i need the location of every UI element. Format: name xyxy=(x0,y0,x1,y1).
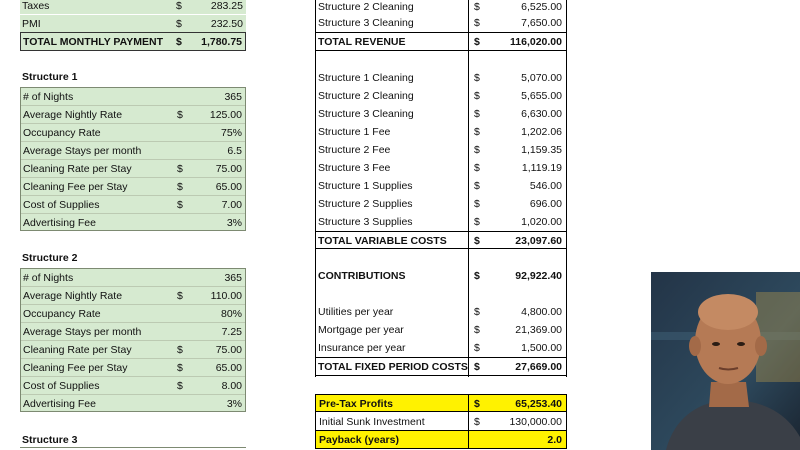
row-value: 75% xyxy=(220,127,242,139)
financial-row[interactable] xyxy=(316,195,566,213)
profits-mid-border xyxy=(468,394,469,449)
row-label: Structure 2 Supplies xyxy=(318,198,413,210)
structure-input-row[interactable] xyxy=(21,160,245,178)
currency-symbol: $ xyxy=(474,235,480,247)
row-label: # of Nights xyxy=(23,91,74,103)
financial-row[interactable] xyxy=(316,123,566,141)
initial-sunk-investment-row[interactable] xyxy=(315,412,567,430)
structure-input-row[interactable] xyxy=(21,341,245,359)
structure-input-row[interactable] xyxy=(21,106,245,124)
currency-symbol: $ xyxy=(177,344,183,356)
pretax-profits-row[interactable] xyxy=(315,394,567,412)
currency-symbol: $ xyxy=(474,416,480,428)
row-label: Structure 2 Fee xyxy=(318,144,391,156)
row-label: Structure 3 Fee xyxy=(318,162,391,174)
financial-row[interactable] xyxy=(316,0,566,14)
financial-row[interactable] xyxy=(316,213,566,231)
row-label: # of Nights xyxy=(23,272,74,284)
row-value: 1,020.00 xyxy=(521,216,562,228)
row-label: TOTAL MONTHLY PAYMENT xyxy=(23,36,164,48)
row-label: Structure 1 Fee xyxy=(318,126,391,138)
row-label: Structure 1 Cleaning xyxy=(318,72,414,84)
structure-2-title: Structure 2 xyxy=(22,252,78,264)
structure-input-row[interactable] xyxy=(21,142,245,160)
currency-symbol: $ xyxy=(177,163,183,175)
currency-symbol: $ xyxy=(474,398,480,410)
row-label: Advertising Fee xyxy=(23,398,96,410)
row-label: Structure 1 Supplies xyxy=(318,180,413,192)
currency-symbol: $ xyxy=(177,290,183,302)
financial-row[interactable] xyxy=(316,69,566,87)
row-value: 130,000.00 xyxy=(509,416,562,428)
financial-row[interactable] xyxy=(316,231,566,249)
payback-years-row[interactable] xyxy=(315,430,567,449)
structure-input-row[interactable] xyxy=(21,88,245,106)
currency-symbol: $ xyxy=(474,216,480,228)
structure-input-row[interactable] xyxy=(21,178,245,196)
row-value: 7.00 xyxy=(221,199,242,211)
currency-symbol: $ xyxy=(177,199,183,211)
currency-symbol: $ xyxy=(177,181,183,193)
structure-input-row[interactable] xyxy=(21,124,245,142)
row-label: Structure 2 Cleaning xyxy=(318,1,414,13)
row-value: 65.00 xyxy=(215,362,242,374)
currency-symbol: $ xyxy=(474,108,480,120)
row-value: 65.00 xyxy=(215,181,242,193)
structure-3-table-top xyxy=(20,447,246,448)
row-value: 75.00 xyxy=(215,344,242,356)
row-label: Average Stays per month xyxy=(23,145,142,157)
currency-symbol: $ xyxy=(474,306,480,318)
row-value: 21,369.00 xyxy=(515,324,562,336)
pmi-row[interactable] xyxy=(20,15,246,32)
currency-symbol: $ xyxy=(177,380,183,392)
row-value: 3% xyxy=(226,398,242,410)
row-value: 283.25 xyxy=(210,0,243,12)
currency-symbol: $ xyxy=(474,361,480,373)
row-value: 6,525.00 xyxy=(521,1,562,13)
financial-row[interactable] xyxy=(316,32,566,51)
currency-symbol: $ xyxy=(176,0,182,12)
row-value: 232.50 xyxy=(210,18,243,30)
structure-1-title: Structure 1 xyxy=(22,71,78,83)
row-label: Advertising Fee xyxy=(23,217,96,229)
row-label: PMI xyxy=(22,18,41,30)
row-label: Insurance per year xyxy=(318,342,406,354)
row-label: Structure 3 Supplies xyxy=(318,216,413,228)
row-value: 365 xyxy=(224,272,242,284)
structure-1-table xyxy=(20,87,246,231)
currency-symbol: $ xyxy=(474,180,480,192)
structure-input-row[interactable] xyxy=(21,287,245,305)
structure-input-row[interactable] xyxy=(21,269,245,287)
structure-input-row[interactable] xyxy=(21,377,245,395)
row-label: Mortgage per year xyxy=(318,324,404,336)
row-value: 5,070.00 xyxy=(521,72,562,84)
row-label: Cleaning Rate per Stay xyxy=(23,163,132,175)
financial-row[interactable] xyxy=(316,177,566,195)
row-label: Cleaning Fee per Stay xyxy=(23,181,128,193)
structure-input-row[interactable] xyxy=(21,323,245,341)
currency-symbol: $ xyxy=(474,270,480,282)
right-table xyxy=(316,0,566,377)
financial-row[interactable] xyxy=(316,339,566,357)
row-label: Initial Sunk Investment xyxy=(319,416,425,428)
currency-symbol: $ xyxy=(474,72,480,84)
row-label: Taxes xyxy=(22,0,50,12)
row-label: Cost of Supplies xyxy=(23,199,100,211)
structure-2-table xyxy=(20,268,246,412)
row-value: 6.5 xyxy=(227,145,242,157)
financial-row[interactable] xyxy=(316,87,566,105)
row-label: CONTRIBUTIONS xyxy=(318,270,406,282)
financial-row[interactable] xyxy=(316,267,566,285)
currency-symbol: $ xyxy=(474,17,480,29)
row-value: 1,119.19 xyxy=(521,162,562,174)
structure-input-row[interactable] xyxy=(21,305,245,323)
structure-3-title: Structure 3 xyxy=(22,434,78,446)
row-label: TOTAL REVENUE xyxy=(318,36,406,48)
row-value: 2.0 xyxy=(547,434,562,446)
row-label: Structure 2 Cleaning xyxy=(318,90,414,102)
right-table-right-border xyxy=(566,0,567,377)
row-label: TOTAL FIXED PERIOD COSTS xyxy=(318,361,468,373)
row-value: 1,780.75 xyxy=(201,36,242,48)
currency-symbol: $ xyxy=(474,342,480,354)
currency-symbol: $ xyxy=(474,144,480,156)
row-value: 125.00 xyxy=(209,109,242,121)
currency-symbol: $ xyxy=(176,18,182,30)
row-label: Cleaning Rate per Stay xyxy=(23,344,132,356)
row-value: 27,669.00 xyxy=(515,361,562,373)
row-label: Payback (years) xyxy=(319,434,399,446)
currency-symbol: $ xyxy=(474,90,480,102)
row-value: 116,020.00 xyxy=(510,36,562,48)
taxes-row[interactable] xyxy=(20,0,246,14)
structure-input-row[interactable] xyxy=(21,395,245,413)
row-value: 23,097.60 xyxy=(515,235,562,247)
row-value: 92,922.40 xyxy=(515,270,562,282)
row-label: Average Stays per month xyxy=(23,326,142,338)
row-value: 110.00 xyxy=(210,290,242,302)
financial-row[interactable] xyxy=(316,105,566,123)
currency-symbol: $ xyxy=(474,162,480,174)
currency-symbol: $ xyxy=(176,36,182,48)
currency-symbol: $ xyxy=(474,324,480,336)
row-value: 696.00 xyxy=(529,198,562,210)
currency-symbol: $ xyxy=(474,36,480,48)
currency-symbol: $ xyxy=(474,126,480,138)
row-value: 1,159.35 xyxy=(521,144,562,156)
row-label: Structure 3 Cleaning xyxy=(318,108,414,120)
financial-row[interactable] xyxy=(316,159,566,177)
row-label: Average Nightly Rate xyxy=(23,290,123,302)
row-value: 80% xyxy=(220,308,242,320)
row-value: 3% xyxy=(226,217,242,229)
row-value: 365 xyxy=(224,91,242,103)
currency-symbol: $ xyxy=(177,362,183,374)
financial-row[interactable] xyxy=(316,357,566,376)
structure-input-row[interactable] xyxy=(21,359,245,377)
row-label: Cleaning Fee per Stay xyxy=(23,362,128,374)
row-label: Cost of Supplies xyxy=(23,380,100,392)
row-value: 7.25 xyxy=(221,326,242,338)
row-label: TOTAL VARIABLE COSTS xyxy=(318,235,447,247)
currency-symbol: $ xyxy=(177,109,183,121)
row-label: Occupancy Rate xyxy=(23,308,101,320)
row-value: 65,253.40 xyxy=(515,398,562,410)
row-value: 8.00 xyxy=(221,380,242,392)
row-label: Structure 3 Cleaning xyxy=(318,17,414,29)
row-label: Pre-Tax Profits xyxy=(319,398,393,410)
presenter-webcam-overlay xyxy=(651,272,800,450)
row-label: Occupancy Rate xyxy=(23,127,101,139)
financial-row[interactable] xyxy=(316,14,566,32)
row-value: 546.00 xyxy=(529,180,562,192)
currency-symbol: $ xyxy=(474,1,480,13)
row-value: 5,655.00 xyxy=(521,90,562,102)
row-value: 75.00 xyxy=(215,163,242,175)
row-value: 6,630.00 xyxy=(521,108,562,120)
structure-input-row[interactable] xyxy=(21,196,245,214)
row-value: 1,500.00 xyxy=(521,342,562,354)
row-value: 4,800.00 xyxy=(521,306,562,318)
row-label: Average Nightly Rate xyxy=(23,109,123,121)
structure-input-row[interactable] xyxy=(21,214,245,232)
row-value: 1,202.06 xyxy=(521,126,562,138)
financial-row[interactable] xyxy=(316,141,566,159)
total-monthly-payment-row[interactable] xyxy=(20,32,246,51)
presenter-icon xyxy=(651,272,800,450)
financial-row[interactable] xyxy=(316,321,566,339)
row-value: 7,650.00 xyxy=(521,17,562,29)
row-label: Utilities per year xyxy=(318,306,394,318)
financial-row[interactable] xyxy=(316,303,566,321)
currency-symbol: $ xyxy=(474,198,480,210)
